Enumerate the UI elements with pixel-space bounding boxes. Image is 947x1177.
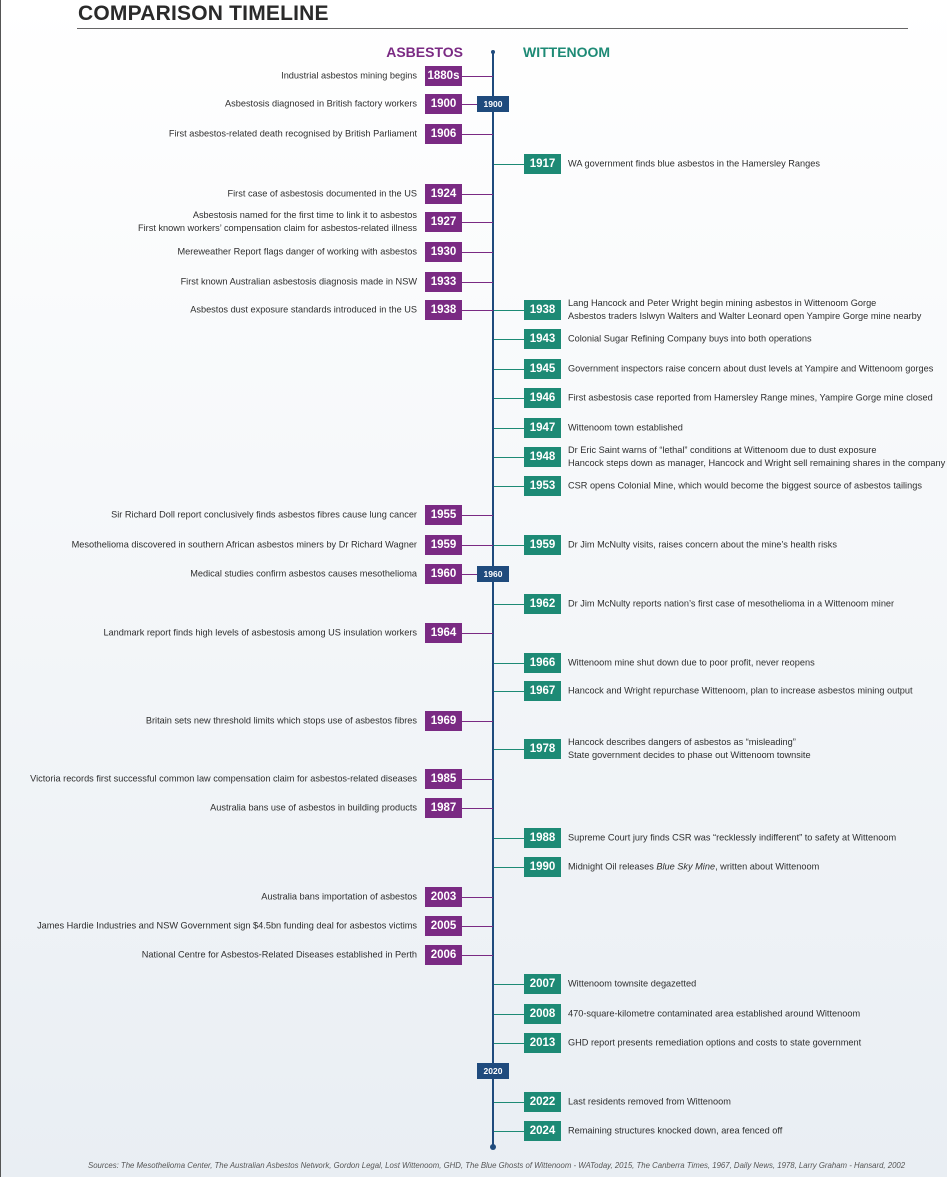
asbestos-column-heading: ASBESTOS bbox=[386, 44, 463, 60]
wittenoom-year-badge: 1946 bbox=[524, 388, 561, 408]
wittenoom-event-text bbox=[568, 1125, 782, 1138]
asbestos-year-badge: 1938 bbox=[425, 300, 462, 320]
wittenoom-event-text bbox=[568, 539, 837, 552]
wittenoom-event-text bbox=[568, 363, 933, 376]
asbestos-event-text bbox=[169, 128, 417, 141]
axis-year-marker: 1960 bbox=[477, 566, 509, 582]
event-line: Lang Hancock and Peter Wright begin mining asbestos in Wittenoom Gorge bbox=[568, 298, 877, 308]
wittenoom-connector bbox=[494, 1014, 524, 1015]
wittenoom-connector bbox=[494, 164, 524, 165]
page-border bbox=[0, 0, 1, 1177]
asbestos-year-badge: 1930 bbox=[425, 242, 462, 262]
page-title: COMPARISON TIMELINE bbox=[78, 2, 329, 25]
asbestos-event-text bbox=[281, 70, 417, 83]
event-line: Government inspectors raise concern about dust levels at Yampire and Wittenoom gorges bbox=[568, 363, 934, 374]
asbestos-year-badge: 1987 bbox=[425, 798, 462, 818]
timeline-axis-end bbox=[490, 1144, 496, 1150]
asbestos-connector bbox=[462, 222, 493, 223]
wittenoom-connector bbox=[494, 604, 524, 605]
wittenoom-connector bbox=[494, 838, 524, 839]
event-line: Mereweather Report flags danger of working with asbestos bbox=[177, 246, 417, 257]
asbestos-connector bbox=[462, 252, 493, 253]
wittenoom-event-text bbox=[568, 861, 819, 874]
wittenoom-connector bbox=[494, 749, 524, 750]
event-line: Dr Jim McNulty visits, raises concern about the mine’s health risks bbox=[568, 539, 837, 550]
asbestos-connector bbox=[462, 897, 493, 898]
event-line: WA government finds blue asbestos in the Hamersley Ranges bbox=[568, 158, 820, 169]
event-line: Wittenoom mine shut down due to poor profit, never reopens bbox=[568, 657, 815, 668]
wittenoom-year-badge: 1943 bbox=[524, 329, 561, 349]
wittenoom-event-text bbox=[568, 480, 922, 493]
asbestos-year-badge: 1927 bbox=[425, 212, 462, 232]
asbestos-year-badge: 2005 bbox=[425, 916, 462, 936]
wittenoom-connector bbox=[494, 310, 524, 311]
asbestos-year-badge: 1960 bbox=[425, 564, 462, 584]
asbestos-connector bbox=[462, 955, 493, 956]
asbestos-year-badge: 1900 bbox=[425, 94, 462, 114]
wittenoom-year-badge: 1966 bbox=[524, 653, 561, 673]
wittenoom-year-badge: 1947 bbox=[524, 418, 561, 438]
asbestos-connector bbox=[462, 282, 493, 283]
asbestos-connector bbox=[462, 194, 493, 195]
wittenoom-year-badge: 2024 bbox=[524, 1121, 561, 1141]
asbestos-year-badge: 2006 bbox=[425, 945, 462, 965]
event-line: Victoria records first successful common law compensation claim for asbestos-related diseases bbox=[30, 773, 417, 784]
event-line: Wittenoom town established bbox=[568, 422, 683, 433]
event-line: Colonial Sugar Refining Company buys into both operations bbox=[568, 333, 812, 344]
asbestos-event-text bbox=[210, 802, 417, 815]
event-line: Asbestosis named for the first time to link it to asbestos bbox=[192, 210, 417, 220]
asbestos-year-badge: 1969 bbox=[425, 711, 462, 731]
event-line: Sir Richard Doll report conclusively finds asbestos fibres cause lung cancer bbox=[111, 509, 417, 520]
asbestos-event-text bbox=[138, 209, 417, 235]
event-line: GHD report presents remediation options and costs to state government bbox=[568, 1037, 862, 1048]
wittenoom-event-text bbox=[568, 444, 945, 470]
event-line: James Hardie Industries and NSW Government sign $4.5bn funding deal for asbestos victims bbox=[37, 920, 417, 931]
wittenoom-year-badge: 2013 bbox=[524, 1033, 561, 1053]
asbestos-connector bbox=[462, 76, 493, 77]
event-line: Industrial asbestos mining begins bbox=[281, 70, 417, 81]
song-title: Blue Sky Mine bbox=[656, 861, 716, 872]
event-line: First asbestos-related death recognised by British Parliament bbox=[168, 128, 417, 139]
asbestos-event-text bbox=[37, 920, 417, 933]
event-line: CSR opens Colonial Mine, which would become the biggest source of asbestos tailings bbox=[568, 480, 922, 491]
asbestos-year-badge: 1924 bbox=[425, 184, 462, 204]
wittenoom-connector bbox=[494, 1102, 524, 1103]
event-line: Hancock describes dangers of asbestos as “misleading” bbox=[568, 737, 796, 747]
event-line: Hancock steps down as manager, Hancock and Wright sell remaining shares in the company bbox=[568, 458, 946, 468]
wittenoom-connector bbox=[494, 867, 524, 868]
wittenoom-connector bbox=[494, 457, 524, 458]
event-line: Dr Jim McNulty reports nation’s first case of mesothelioma in a Wittenoom miner bbox=[568, 598, 895, 609]
event-line: Remaining structures knocked down, area fenced off bbox=[568, 1125, 783, 1136]
wittenoom-event-text bbox=[568, 297, 921, 323]
wittenoom-event-text bbox=[568, 1037, 861, 1050]
event-line: Hancock and Wright repurchase Wittenoom, plan to increase asbestos mining output bbox=[568, 685, 913, 696]
wittenoom-event-text bbox=[568, 657, 815, 670]
wittenoom-year-badge: 2007 bbox=[524, 974, 561, 994]
wittenoom-connector bbox=[494, 398, 524, 399]
wittenoom-connector bbox=[494, 1043, 524, 1044]
event-line: First known Australian asbestosis diagnosis made in NSW bbox=[180, 276, 417, 287]
event-line: 470-square-kilometre contaminated area established around Wittenoom bbox=[568, 1008, 861, 1019]
wittenoom-year-badge: 1990 bbox=[524, 857, 561, 877]
asbestos-connector bbox=[462, 134, 493, 135]
wittenoom-event-text bbox=[568, 333, 812, 346]
event-line: Asbestosis diagnosed in British factory workers bbox=[225, 98, 417, 109]
asbestos-connector bbox=[462, 926, 493, 927]
timeline-axis-start bbox=[491, 50, 495, 54]
asbestos-year-badge: 1959 bbox=[425, 535, 462, 555]
wittenoom-year-badge: 1967 bbox=[524, 681, 561, 701]
asbestos-year-badge: 1880s bbox=[425, 66, 462, 86]
asbestos-event-text bbox=[181, 276, 417, 289]
event-line: National Centre for Asbestos-Related Diseases established in Perth bbox=[141, 949, 417, 960]
event-line: Supreme Court jury finds CSR was “recklessly indifferent” to safety at Wittenoom bbox=[568, 832, 897, 843]
wittenoom-connector bbox=[494, 663, 524, 664]
wittenoom-connector bbox=[494, 369, 524, 370]
asbestos-event-text bbox=[228, 188, 417, 201]
wittenoom-event-text bbox=[568, 392, 933, 405]
event-line: Asbestos traders Islwyn Walters and Walter Leonard open Yampire Gorge mine nearby bbox=[568, 311, 922, 321]
wittenoom-event-text bbox=[568, 422, 683, 435]
wittenoom-year-badge: 1962 bbox=[524, 594, 561, 614]
asbestos-connector bbox=[462, 310, 493, 311]
event-line: First asbestosis case reported from Hamersley Range mines, Yampire Gorge mine closed bbox=[568, 392, 933, 403]
asbestos-year-badge: 1985 bbox=[425, 769, 462, 789]
asbestos-year-badge: 1906 bbox=[425, 124, 462, 144]
wittenoom-year-badge: 1945 bbox=[524, 359, 561, 379]
wittenoom-connector bbox=[494, 339, 524, 340]
asbestos-event-text bbox=[225, 98, 417, 111]
wittenoom-event-text bbox=[568, 1096, 731, 1109]
wittenoom-connector bbox=[494, 486, 524, 487]
event-line: Australia bans importation of asbestos bbox=[261, 891, 417, 902]
asbestos-event-text bbox=[261, 891, 417, 904]
event-line: Mesothelioma discovered in southern African asbestos miners by Dr Richard Wagner bbox=[71, 539, 417, 550]
asbestos-event-text bbox=[190, 304, 417, 317]
asbestos-event-text bbox=[177, 246, 417, 259]
wittenoom-connector bbox=[494, 545, 524, 546]
asbestos-event-text bbox=[30, 773, 417, 786]
event-line: Asbestos dust exposure standards introduced in the US bbox=[190, 304, 417, 315]
wittenoom-connector bbox=[494, 1131, 524, 1132]
event-line: Britain sets new threshold limits which stops use of asbestos fibres bbox=[145, 715, 417, 726]
event-line: Midnight Oil releases Blue Sky Mine, written about Wittenoom bbox=[568, 861, 820, 872]
event-line: Wittenoom townsite degazetted bbox=[568, 978, 697, 989]
wittenoom-year-badge: 1917 bbox=[524, 154, 561, 174]
event-line: State government decides to phase out Wittenoom townsite bbox=[568, 750, 811, 760]
wittenoom-event-text bbox=[568, 978, 696, 991]
wittenoom-event-text bbox=[568, 1008, 860, 1021]
event-line: Medical studies confirm asbestos causes mesothelioma bbox=[190, 568, 417, 579]
asbestos-year-badge: 1933 bbox=[425, 272, 462, 292]
wittenoom-year-badge: 2022 bbox=[524, 1092, 561, 1112]
sources-note: Sources: The Mesothelioma Center, The Australian Asbestos Network, Gordon Legal, Lost Wittenoom, GHD, The Blue Ghosts of Wittenoom - WAToday, 2015, The Canberra Times, 1967, Daily News, 1978, Larry Graham - Hansard, 2002 bbox=[88, 1161, 906, 1170]
wittenoom-event-text bbox=[568, 832, 896, 845]
wittenoom-event-text bbox=[568, 158, 820, 171]
event-line: First known workers’ compensation claim for asbestos-related illness bbox=[138, 223, 417, 233]
wittenoom-year-badge: 2008 bbox=[524, 1004, 561, 1024]
asbestos-year-badge: 1955 bbox=[425, 505, 462, 525]
event-line: Dr Eric Saint warns of “lethal” conditions at Wittenoom due to dust exposure bbox=[568, 445, 877, 455]
wittenoom-year-badge: 1978 bbox=[524, 739, 561, 759]
event-line: Landmark report finds high levels of asbestosis among US insulation workers bbox=[103, 627, 417, 638]
wittenoom-year-badge: 1988 bbox=[524, 828, 561, 848]
asbestos-connector bbox=[462, 515, 493, 516]
asbestos-event-text bbox=[72, 539, 417, 552]
asbestos-event-text bbox=[103, 627, 417, 640]
wittenoom-event-text bbox=[568, 685, 913, 698]
asbestos-event-text bbox=[190, 568, 417, 581]
asbestos-event-text bbox=[111, 509, 417, 522]
event-line: Last residents removed from Wittenoom bbox=[568, 1096, 731, 1107]
wittenoom-event-text bbox=[568, 736, 811, 762]
asbestos-connector bbox=[462, 633, 493, 634]
asbestos-connector bbox=[462, 721, 493, 722]
wittenoom-year-badge: 1959 bbox=[524, 535, 561, 555]
wittenoom-connector bbox=[494, 691, 524, 692]
wittenoom-connector bbox=[494, 984, 524, 985]
wittenoom-year-badge: 1953 bbox=[524, 476, 561, 496]
wittenoom-year-badge: 1948 bbox=[524, 447, 561, 467]
wittenoom-column-heading: WITTENOOM bbox=[523, 44, 611, 60]
event-line: Australia bans use of asbestos in building products bbox=[210, 802, 417, 813]
asbestos-connector bbox=[462, 808, 493, 809]
asbestos-connector bbox=[462, 779, 493, 780]
asbestos-year-badge: 1964 bbox=[425, 623, 462, 643]
wittenoom-event-text bbox=[568, 598, 894, 611]
asbestos-connector bbox=[462, 545, 493, 546]
event-line: First case of asbestosis documented in the US bbox=[227, 188, 417, 199]
wittenoom-year-badge: 1938 bbox=[524, 300, 561, 320]
wittenoom-connector bbox=[494, 428, 524, 429]
asbestos-event-text bbox=[142, 949, 417, 962]
asbestos-event-text bbox=[146, 715, 417, 728]
axis-year-marker: 2020 bbox=[477, 1063, 509, 1079]
title-rule bbox=[77, 28, 908, 29]
asbestos-year-badge: 2003 bbox=[425, 887, 462, 907]
axis-year-marker: 1900 bbox=[477, 96, 509, 112]
